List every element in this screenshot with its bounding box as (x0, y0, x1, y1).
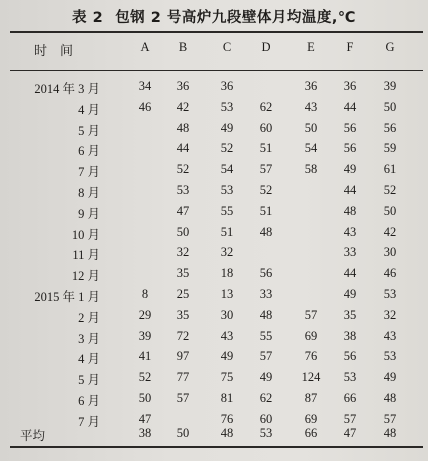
row-label: 12 月 (71, 269, 100, 283)
row-label: 7 月 (78, 415, 100, 429)
table-cell: 62 (259, 100, 273, 114)
table-cell: 43 (220, 329, 234, 343)
table-cell: 42 (383, 225, 397, 239)
table-top-rule (10, 31, 423, 33)
table-cell: 35 (176, 266, 190, 280)
table-cell: 30 (220, 308, 234, 322)
table-cell: 49 (259, 370, 273, 384)
table-cell: 56 (383, 121, 397, 135)
table-cell: 36 (220, 79, 234, 93)
table-cell: 61 (383, 162, 397, 176)
row-label: 6 月 (78, 394, 100, 408)
table-cell: 52 (383, 183, 397, 197)
table-cell: 33 (343, 245, 357, 259)
table-cell: 43 (343, 225, 357, 239)
table-cell: 51 (259, 141, 273, 155)
table-cell: 60 (259, 121, 273, 135)
table-cell: 69 (304, 329, 318, 343)
table-bottom-rule (10, 446, 423, 448)
table-cell: 18 (220, 266, 234, 280)
table-cell: 50 (304, 121, 318, 135)
table-cell: 50 (383, 204, 397, 218)
column-header: C (222, 40, 232, 54)
table-cell: 44 (343, 266, 357, 280)
table-cell: 43 (304, 100, 318, 114)
table-cell: 36 (343, 79, 357, 93)
table-cell: 53 (220, 183, 234, 197)
table-cell: 47 (343, 426, 357, 440)
table-cell: 46 (138, 100, 152, 114)
column-header: E (307, 40, 315, 54)
table-cell: 38 (343, 329, 357, 343)
table-cell: 56 (343, 121, 357, 135)
table-cell: 50 (176, 426, 190, 440)
table-cell: 57 (383, 412, 397, 426)
row-label: 4 月 (78, 103, 100, 117)
table-cell: 50 (138, 391, 152, 405)
table-cell: 36 (176, 79, 190, 93)
table-cell: 56 (343, 141, 357, 155)
table-cell: 49 (220, 121, 234, 135)
row-label: 11 月 (72, 248, 100, 262)
table-cell: 53 (343, 370, 357, 384)
table-cell: 52 (138, 370, 152, 384)
table-cell: 53 (259, 426, 273, 440)
table-cell: 55 (220, 204, 234, 218)
table-cell: 56 (343, 349, 357, 363)
table-cell: 60 (259, 412, 273, 426)
table-cell: 53 (383, 287, 397, 301)
table-cell: 39 (383, 79, 397, 93)
table-cell: 124 (301, 370, 321, 384)
table-cell: 44 (343, 183, 357, 197)
table-cell: 53 (383, 349, 397, 363)
row-label: 3 月 (78, 332, 100, 346)
table-caption (0, 6, 428, 27)
table-cell: 57 (304, 308, 318, 322)
table-number: 表 2 (72, 10, 104, 26)
table-cell: 51 (259, 204, 273, 218)
table-cell: 66 (304, 426, 318, 440)
column-header: A (140, 40, 150, 54)
table-cell: 57 (176, 391, 190, 405)
table-cell: 52 (259, 183, 273, 197)
table-cell: 76 (220, 412, 234, 426)
table-cell: 53 (220, 100, 234, 114)
row-label: 2 月 (78, 311, 100, 325)
table-cell: 53 (176, 183, 190, 197)
table-cell: 46 (383, 266, 397, 280)
table-cell: 49 (343, 287, 357, 301)
table-cell: 25 (176, 287, 190, 301)
table-cell: 33 (259, 287, 273, 301)
table-cell: 54 (220, 162, 234, 176)
table-cell: 36 (304, 79, 318, 93)
table-cell: 48 (259, 308, 273, 322)
row-label: 4 月 (78, 352, 100, 366)
table-cell: 44 (176, 141, 190, 155)
table-cell: 35 (176, 308, 190, 322)
table-cell: 75 (220, 370, 234, 384)
table-cell: 41 (138, 349, 152, 363)
table-cell: 55 (259, 329, 273, 343)
time-column-header: 时 间 (34, 44, 74, 59)
table-cell: 39 (138, 329, 152, 343)
table-cell: 43 (383, 329, 397, 343)
table-cell: 49 (383, 370, 397, 384)
table-cell: 48 (220, 426, 234, 440)
table-cell: 29 (138, 308, 152, 322)
table-cell: 57 (259, 349, 273, 363)
table-cell: 77 (176, 370, 190, 384)
table-cell: 87 (304, 391, 318, 405)
row-label: 5 月 (78, 373, 100, 387)
table-cell: 72 (176, 329, 190, 343)
table-header-rule (10, 70, 423, 71)
table-title: 包钢 2 号高炉九段壁体月均温度,℃ (115, 10, 356, 26)
table-cell: 52 (176, 162, 190, 176)
table-cell: 50 (383, 100, 397, 114)
row-label: 9 月 (78, 207, 100, 221)
table-cell: 49 (343, 162, 357, 176)
row-label: 6 月 (78, 144, 100, 158)
table-cell: 48 (176, 121, 190, 135)
table-cell: 66 (343, 391, 357, 405)
table-cell: 34 (138, 79, 152, 93)
column-header: B (178, 40, 188, 54)
table-cell: 50 (176, 225, 190, 239)
table-cell: 57 (259, 162, 273, 176)
table-cell: 81 (220, 391, 234, 405)
table-cell: 48 (343, 204, 357, 218)
column-header: F (346, 40, 354, 54)
table-cell: 52 (220, 141, 234, 155)
row-label: 7 月 (78, 165, 100, 179)
table-cell: 42 (176, 100, 190, 114)
row-label: 8 月 (78, 186, 100, 200)
table-cell: 32 (220, 245, 234, 259)
average-row-label: 平均 (20, 429, 46, 443)
table-cell: 30 (383, 245, 397, 259)
table-cell: 47 (138, 412, 152, 426)
table-cell: 56 (259, 266, 273, 280)
table-cell: 76 (304, 349, 318, 363)
table-cell: 62 (259, 391, 273, 405)
row-label: 10 月 (71, 228, 100, 242)
table-cell: 44 (343, 100, 357, 114)
table-cell: 8 (141, 287, 149, 301)
row-label: 2015 年 1 月 (34, 290, 100, 304)
column-header: D (261, 40, 271, 54)
table-cell: 51 (220, 225, 234, 239)
table-cell: 49 (220, 349, 234, 363)
column-header: G (385, 40, 395, 54)
table-cell: 48 (259, 225, 273, 239)
table-cell: 32 (176, 245, 190, 259)
table-cell: 59 (383, 141, 397, 155)
table-cell: 32 (383, 308, 397, 322)
table-cell: 35 (343, 308, 357, 322)
table-cell: 47 (176, 204, 190, 218)
table-cell: 48 (383, 391, 397, 405)
table-cell: 38 (138, 426, 152, 440)
table-cell: 58 (304, 162, 318, 176)
table-cell: 57 (343, 412, 357, 426)
table-cell: 13 (220, 287, 234, 301)
row-label: 5 月 (78, 124, 100, 138)
row-label: 2014 年 3 月 (34, 82, 100, 96)
table-cell: 69 (304, 412, 318, 426)
table-cell: 97 (176, 349, 190, 363)
table-cell: 48 (383, 426, 397, 440)
table-cell: 54 (304, 141, 318, 155)
